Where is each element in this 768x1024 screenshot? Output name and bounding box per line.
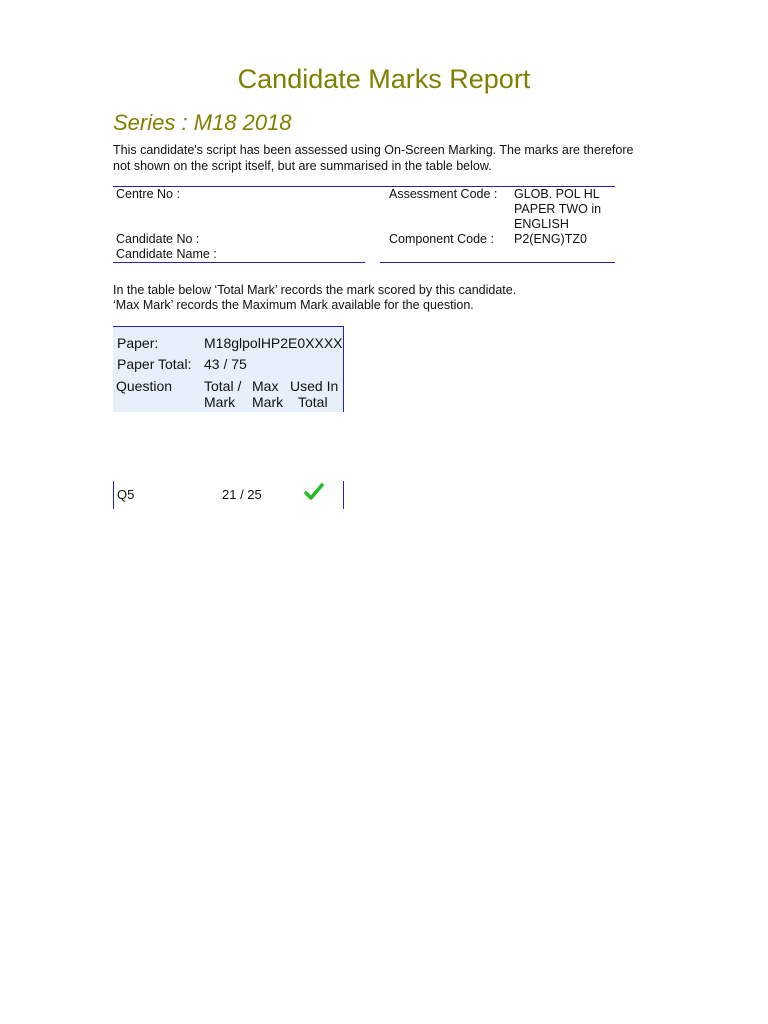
used-in-total-header-line-1: Used In [290,378,339,394]
question-header: Question [116,378,173,394]
row-right-border [343,481,344,509]
assessment-code-label: Assessment Code : [389,187,498,201]
max-mark-header-line-2: Mark [252,394,284,410]
intro-line-1: This candidate's script has been assessed using On-Screen Marking. The marks are therefore [113,143,634,157]
row-left-border [113,481,114,509]
check-icon [304,482,324,508]
series-heading: Series : M18 2018 [113,110,292,135]
row-marks: 21 / 25 [222,487,262,502]
used-in-total-header-line-2: Total [298,394,328,410]
info-bottom-rule-left [113,262,365,263]
component-code-label: Component Code : [389,232,494,246]
check-icon-graphic [304,482,324,502]
paper-value: M18glpolHP2E0XXXX [204,335,343,351]
paper-label: Paper: [117,335,159,351]
max-mark-header [252,378,283,410]
total-mark-header [204,378,241,410]
centre-no-label: Centre No : [116,187,180,201]
candidate-name-label: Candidate Name : [116,247,217,261]
total-mark-header-line-1: Total [204,378,234,394]
explanation-line-2: ‘Max Mark’ records the Maximum Mark available for the question. [113,298,474,312]
candidate-no-label: Candidate No : [116,232,200,246]
component-code-value: P2(ENG)TZ0 [514,232,587,246]
max-mark-header-line-1: Max [252,378,279,394]
row-question: Q5 [117,487,135,502]
assessment-code-line-1: GLOB. POL HL [514,187,600,201]
assessment-code-line-3: ENGLISH [514,217,569,231]
report-title: Candidate Marks Report [237,64,531,94]
intro-text [113,143,653,174]
used-in-total-header [290,378,338,410]
assessment-code-value [514,187,601,232]
paper-total-label: Paper Total: [117,356,192,372]
total-mark-header-line-2: Mark [204,394,236,410]
explanation-text [113,283,633,313]
info-bottom-rule-right [380,262,615,263]
total-max-slash: / [237,378,242,394]
paper-total-value: 43 / 75 [204,356,247,372]
assessment-code-line-2: PAPER TWO in [514,202,602,216]
explanation-line-1: In the table below ‘Total Mark’ records the mark scored by this candidate. [113,283,517,297]
intro-line-2: not shown on the script itself, but are summarised in the table below. [113,158,492,173]
marks-table-top-rule [113,326,344,327]
